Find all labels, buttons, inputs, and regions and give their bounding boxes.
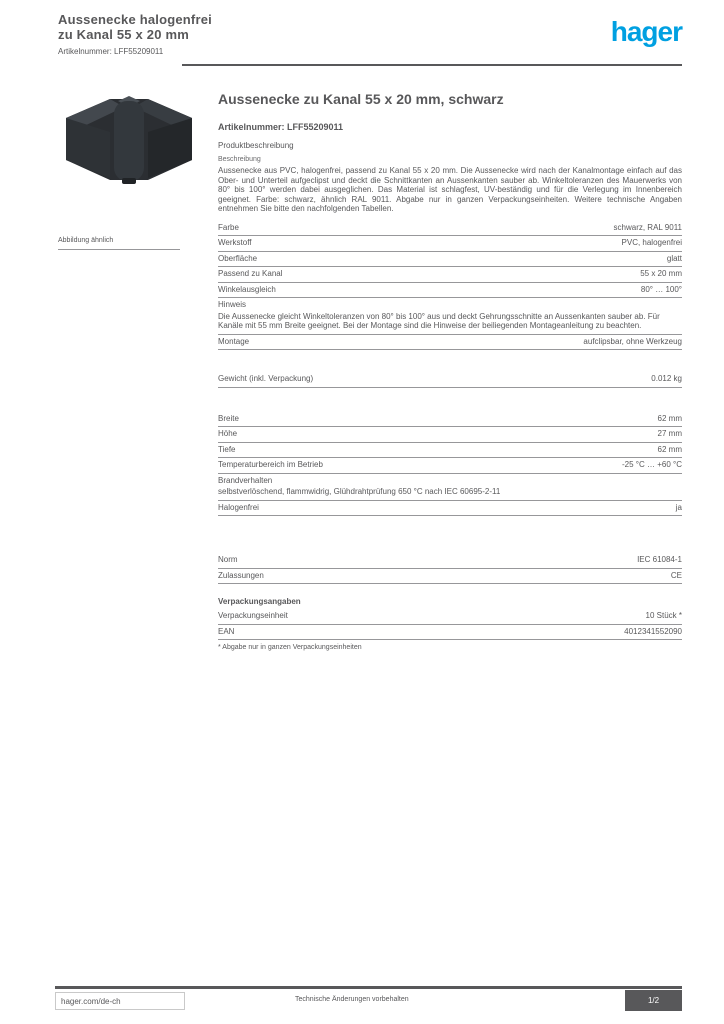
spec-label: Farbe	[218, 222, 239, 232]
spec-value: PVC, halogenfrei	[621, 238, 682, 247]
spec-label: Halogenfrei	[218, 502, 259, 512]
corner-piece-illustration	[58, 86, 200, 190]
spec-value: 27 mm	[657, 429, 682, 438]
spec-value: 4012341552090	[624, 626, 682, 636]
spec-label: Oberfläche	[218, 253, 258, 263]
footer-divider	[55, 986, 682, 989]
spec-row	[218, 553, 682, 569]
spec-value: -25 °C … +60 °C	[622, 460, 682, 469]
spec-row	[218, 236, 682, 252]
packaging-heading: Verpackungsangaben	[218, 597, 301, 606]
product-image	[58, 86, 200, 190]
header-title-block	[58, 12, 212, 56]
spec-row	[218, 221, 682, 237]
spec-row	[218, 252, 682, 268]
spec-label: Norm	[218, 555, 238, 564]
spec-label: Werkstoff	[218, 238, 252, 247]
spec-row-note	[218, 298, 682, 335]
main-content	[218, 88, 682, 651]
spec-label: Montage	[218, 336, 250, 346]
description-section-label: Produktbeschreibung	[218, 141, 294, 150]
spec-value: aufclipsbar, ohne Werkzeug	[583, 336, 682, 346]
spec-value: 62 mm	[657, 444, 682, 454]
spec-row	[218, 335, 682, 351]
spec-row	[218, 609, 682, 625]
spec-label: Hinweis	[218, 300, 247, 309]
spec-row	[218, 569, 682, 585]
spec-label: Temperaturbereich im Betrieb	[218, 460, 323, 469]
spec-row	[218, 501, 682, 517]
spec-label: EAN	[218, 626, 235, 636]
spec-table-features	[218, 221, 682, 351]
spec-row	[218, 443, 682, 459]
spec-row-note	[218, 474, 682, 501]
spec-value: 62 mm	[657, 413, 682, 423]
footer-disclaimer: Technische Änderungen vorbehalten	[295, 996, 409, 1003]
product-description: Aussenecke aus PVC, halogenfrei, passend zu Kanal 55 x 20 mm. Die Aussenecke wird nach der Kanalmontage einfach auf das Ober- und Unterteil aufgeclipst und deckt die Schnittkanten an Aussenkanten sauber ab. Winkeltoleranzen des Mauerwerks von 80° bis 100° werden dabei ausgeglichen. Das Material ist schlagfest, UV-beständig und für die Verlegung im Innenbereich geeignet. Farbe: schwarz, ähnlich RAL 9011. Abgabe nur in ganzen Verpackungseinheiten. Weitere technische Angaben entnehmen Sie bitte den nachfolgenden Tabellen.	[218, 166, 682, 213]
spec-table-standards	[218, 553, 682, 584]
spec-row	[218, 372, 682, 388]
spec-value: 0.012 kg	[651, 374, 682, 383]
spec-row	[218, 283, 682, 299]
header-title-line2: zu Kanal 55 x 20 mm	[58, 27, 189, 42]
header-title-line1: Aussenecke halogenfrei	[58, 12, 212, 27]
header-divider	[182, 64, 682, 66]
spec-table-weight	[218, 372, 682, 388]
spec-value: CE	[670, 570, 682, 580]
product-title: Aussenecke zu Kanal 55 x 20 mm, schwarz	[218, 91, 504, 107]
spec-value: selbstverlöschend, flammwidrig, Glühdrahtprüfung 650 °C nach IEC 60695-2-11	[218, 487, 501, 496]
packaging-footnote: * Abgabe nur in ganzen Verpackungseinheiten	[218, 644, 362, 651]
spec-label: Passend zu Kanal	[218, 269, 283, 278]
spec-value: 80° … 100°	[640, 284, 682, 294]
spec-row	[218, 427, 682, 443]
spec-row	[218, 458, 682, 474]
spec-label: Verpackungseinheit	[218, 611, 288, 620]
spec-value: Die Aussenecke gleicht Winkeltoleranzen von 80° bis 100° aus und deckt Gehrungsschnitte an Aussenkanten sauber ab. Für Kanäle mit 55 mm Breite geeignet. Bei der Montage sind die Hinweise der beiliegenden Montageanleitung zu beachten.	[218, 311, 660, 330]
spec-value: 10 Stück *	[645, 611, 682, 620]
spec-label: Gewicht (inkl. Verpackung)	[218, 374, 314, 383]
spec-value: ja	[675, 502, 682, 512]
spec-table-packaging	[218, 609, 682, 640]
spec-row	[218, 412, 682, 428]
spec-table-dimensions	[218, 412, 682, 517]
footer-page-number: 1/2	[625, 990, 682, 1011]
spec-row	[218, 625, 682, 641]
header-reference: Artikelnummer: LFF55209011	[58, 47, 164, 56]
spec-label: Brandverhalten	[218, 475, 273, 485]
spec-value: IEC 61084-1	[637, 555, 682, 564]
spec-label: Höhe	[218, 429, 238, 438]
image-caption: Abbildung ähnlich	[58, 236, 180, 250]
spec-row	[218, 267, 682, 283]
footer-url-link[interactable]: hager.com/de-ch	[55, 992, 185, 1010]
spec-label: Winkelausgleich	[218, 284, 276, 294]
spec-label: Breite	[218, 413, 239, 423]
description-label: Beschreibung	[218, 156, 261, 163]
spec-label: Zulassungen	[218, 570, 264, 580]
hager-logo: hager	[610, 16, 682, 47]
spec-value: glatt	[666, 253, 682, 263]
spec-value: schwarz, RAL 9011	[613, 222, 682, 232]
spec-value: 55 x 20 mm	[640, 269, 682, 278]
spec-label: Tiefe	[218, 444, 236, 454]
product-reference: Artikelnummer: LFF55209011	[218, 122, 344, 132]
